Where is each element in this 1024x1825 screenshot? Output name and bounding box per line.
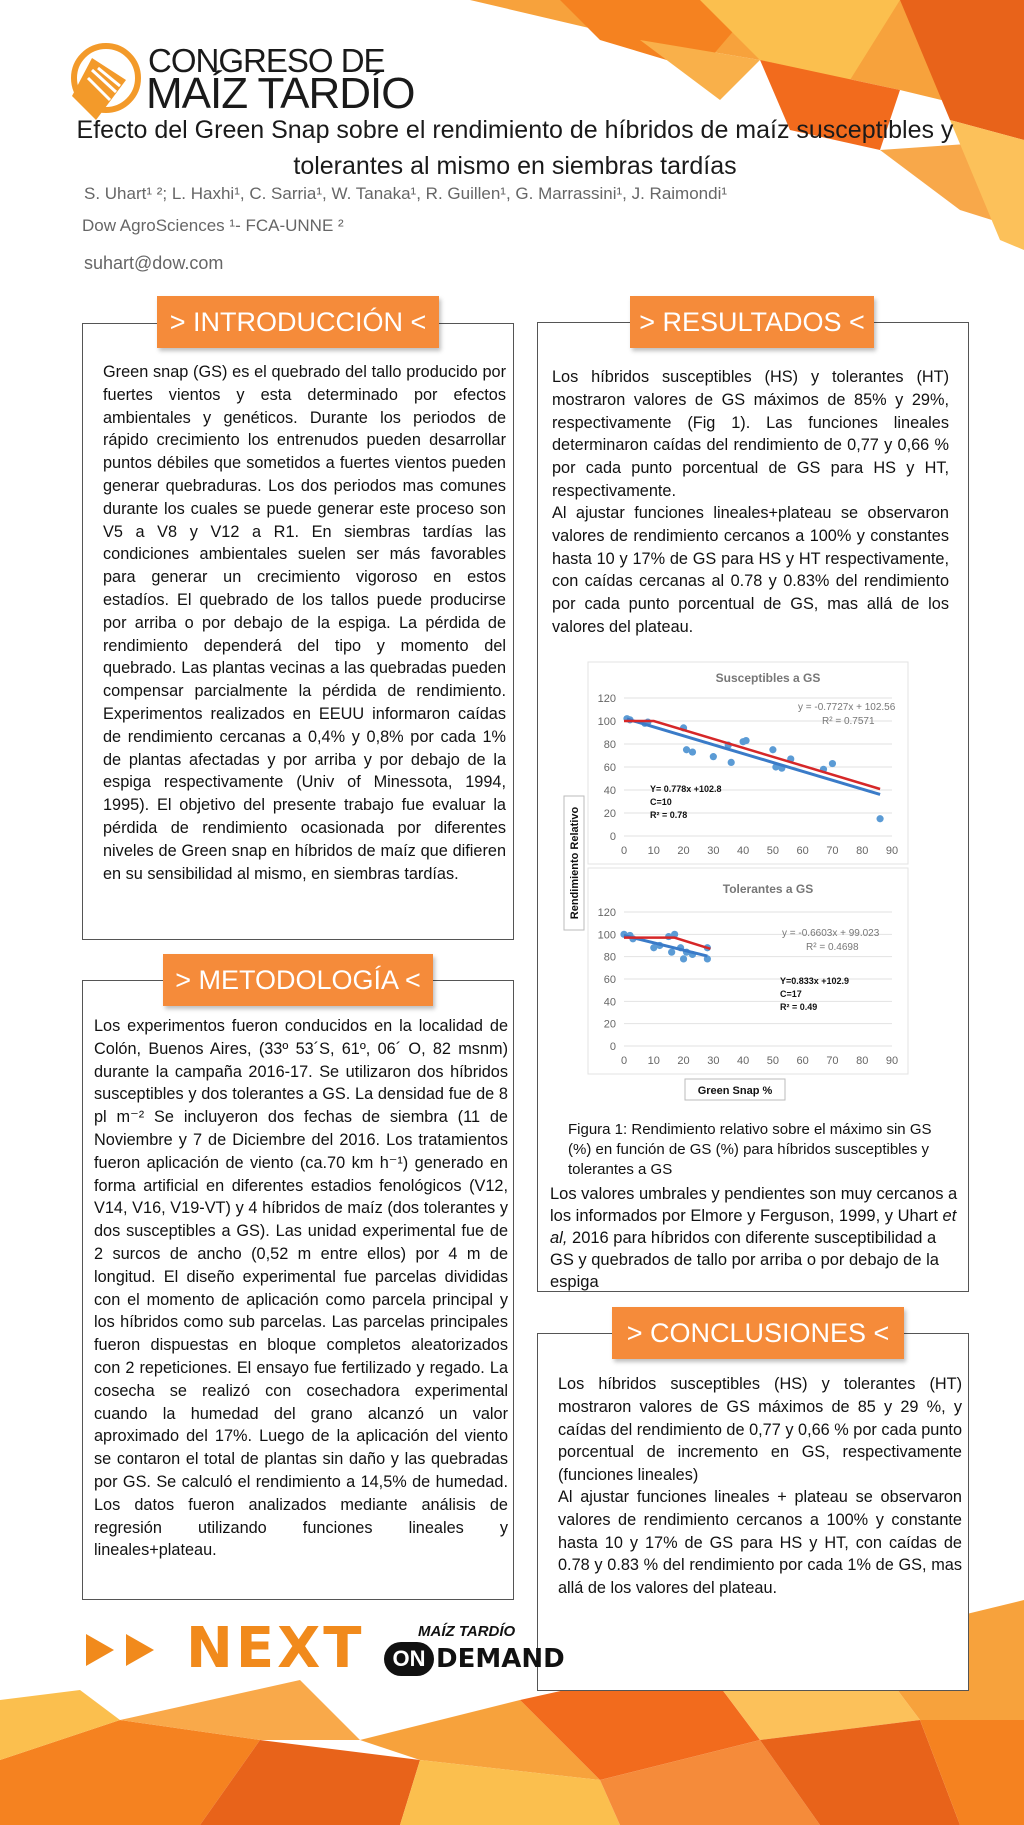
chart-frame-susceptibles xyxy=(588,662,908,864)
plateau-r2: R² = 0.49 xyxy=(780,1002,818,1012)
y-tick-label: 60 xyxy=(603,974,616,986)
x-tick-label: 80 xyxy=(856,845,869,857)
resultados-after-text xyxy=(550,1183,962,1293)
x-tick-label: 60 xyxy=(796,1055,809,1067)
data-point xyxy=(742,737,749,744)
authors: S. Uhart¹ ²; L. Haxhi¹, C. Sarria¹, W. Tanaka¹, R. Guillen¹, G. Marrassini¹, J. Raimondi¹ xyxy=(84,184,728,203)
metodologia-header: > METODOLOGÍA < xyxy=(163,954,433,1006)
y-tick-label: 120 xyxy=(597,693,616,705)
chart-frame-tolerantes xyxy=(588,868,908,1074)
brand-top: MAÍZ TARDÍO xyxy=(418,1623,516,1640)
y-axis-label: Rendimiento Relativo xyxy=(569,806,581,920)
email: suhart@dow.com xyxy=(84,253,224,273)
x-tick-label: 90 xyxy=(885,845,899,857)
data-point xyxy=(689,748,696,755)
chart-title: Tolerantes a GS xyxy=(722,882,814,896)
y-tick-label: 100 xyxy=(597,929,616,942)
resultados-text1: Los híbridos susceptibles (HS) y tolerantes (HT) mostraron valores de GS máximos de 85% y 29%, respectivamente (Fig 1). Las funciones lineales determinaron caídas del rendimiento de 0,77 y 0,66 % por cada punto porcentual de GS para HS y HT, respectivamente. xyxy=(552,368,949,500)
plateau-r2: R² = 0.78 xyxy=(650,810,688,820)
plateau-equation: Y= 0.778x +102.8 xyxy=(650,784,722,794)
y-tick-label: 40 xyxy=(603,785,616,797)
x-tick-label: 50 xyxy=(766,1055,780,1067)
x-tick-label: 10 xyxy=(647,845,660,857)
plateau-threshold: C=10 xyxy=(650,797,672,807)
x-tick-label: 60 xyxy=(796,845,809,857)
logo-line1: CONGRESO DE xyxy=(148,42,385,79)
data-point xyxy=(829,760,836,767)
x-tick-label: 50 xyxy=(766,845,780,857)
y-tick-label: 40 xyxy=(603,996,616,1009)
y-tick-label: 100 xyxy=(597,716,616,728)
x-tick-label: 70 xyxy=(826,1055,839,1067)
plateau-equation: Y=0.833x +102.9 xyxy=(780,976,850,986)
y-tick-label: 0 xyxy=(609,1041,616,1053)
linear-r2: R² = 0.7571 xyxy=(822,716,875,727)
x-tick-label: 30 xyxy=(707,1055,720,1067)
x-tick-label: 0 xyxy=(620,1055,628,1067)
data-point xyxy=(710,753,717,760)
data-point xyxy=(876,815,883,822)
linear-r2: R² = 0.4698 xyxy=(806,942,859,953)
after-post: 2016 para híbridos con diferente susceptibilidad a GS y quebrados de tallo por arriba o por debajo de la espiga xyxy=(550,1229,939,1291)
data-point xyxy=(728,759,735,766)
linear-equation: y = -0.6603x + 99.023 xyxy=(782,928,880,939)
x-tick-label: 0 xyxy=(620,845,628,857)
next-logo: NEXT xyxy=(186,1616,365,1681)
resultados-text2: Al ajustar funciones lineales+plateau se observaron valores de rendimiento cercanos a 100% y constantes hasta 10 y 17% de GS para HS y HT respectivamente, con caídas cercanas al 0.78 y 0.83% del rendimiento por cada punto porcentual de GS, mas allá de los valores del plateau. xyxy=(552,504,949,636)
after-em: et al, xyxy=(550,1207,957,1247)
plateau-threshold: C=17 xyxy=(780,989,802,999)
x-tick-label: 20 xyxy=(677,845,690,857)
brand-demand: DEMAND xyxy=(436,1644,565,1674)
y-tick-label: 80 xyxy=(603,739,616,751)
congress-logo-icon xyxy=(66,40,146,122)
after-pre: Los valores umbrales y pendientes son muy cercanos a los informados por Elmore y Ferguson, 1999, y Uhart xyxy=(550,1185,958,1225)
next-arrows-icon xyxy=(86,1630,166,1670)
conclusiones-text2: Al ajustar funciones lineales + plateau se observaron valores de rendimiento cercanos a 100% y constante hasta 10 y 17% de GS para HS y HT, con caídas de 0.78 y 0.83 % del rendimiento por cada 1% de GS, mas allá de los valores del plateau. xyxy=(558,1488,962,1598)
logo-line2: MAÍZ TARDÍO xyxy=(146,69,415,118)
intro-header: > INTRODUCCIÓN < xyxy=(157,296,439,348)
x-tick-label: 10 xyxy=(647,1055,660,1067)
resultados-header: > RESULTADOS < xyxy=(630,296,874,348)
y-tick-label: 60 xyxy=(603,762,616,774)
x-tick-label: 70 xyxy=(826,845,839,857)
brand-on-badge: ON xyxy=(384,1642,434,1676)
y-tick-label: 0 xyxy=(609,831,616,843)
linear-equation: y = -0.7727x + 102.56 xyxy=(798,702,896,713)
intro-text: Green snap (GS) es el quebrado del tallo producido por fuertes vientos y esta determinado por efectos ambientales y genéticos. Durante los periodos de rápido crecimiento los entrenudos pueden desarrollar puntos débiles que sometidos a fuertes vientos pueden generar quebraduras. Los dos periodos mas comunes durante los cuales se puede generar este proceso son V5 a V8 y V12 a R1. En siembras tardías las condiciones ambientales suelen ser más favorables para generar un crecimiento vigoroso en estos estadíos. El quebrado de los tallos puede producirse por arriba o por debajo de la espiga. La pérdida de rendimiento dependerá del tipo y momento del quebrado. Las plantas vecinas a las quebradas pueden compensar parcialmente la pérdida de rendimiento. Experimentos realizados en EEUU informaron caídas de rendimiento cercanas a 0,4% y 0,8% por cada 1% de plantas afectadas y por arriba y por debajo de la espiga respectivamente (Univ of Minessota, 1994, 1995). El objetivo del presente trabajo fue evaluar la pérdida de rendimiento ocasionada por diferentes niveles de Green snap en híbridos de maíz que difieren en su sensibilidad al mismo, en siembras tardías. xyxy=(103,363,506,883)
y-tick-label: 80 xyxy=(603,951,616,964)
figure-caption: Figura 1: Rendimiento relativo sobre el máximo sin GS (%) en función de GS (%) para híbridos susceptibles y tolerantes a GS xyxy=(568,1121,932,1178)
x-tick-label: 20 xyxy=(677,1055,690,1067)
conclusiones-header: > CONCLUSIONES < xyxy=(612,1307,904,1359)
y-tick-label: 120 xyxy=(597,907,616,919)
x-tick-label: 30 xyxy=(707,845,720,857)
x-tick-label: 80 xyxy=(856,1055,869,1067)
data-point xyxy=(668,949,675,956)
y-tick-label: 20 xyxy=(603,1018,616,1031)
affiliation: Dow AgroSciences ¹- FCA-UNNE ² xyxy=(82,216,344,235)
x-tick-label: 40 xyxy=(736,1055,750,1067)
metodologia-text: Los experimentos fueron conducidos en la localidad de Colón, Buenos Aires, (33º 53´S, 61º, 06´ O, 82 msnm) durante la campaña 2016-17. Se utilizaron dos híbridos susceptibles y dos tolerantes a GS. La densidad fue de 8 pl m⁻² Se incluyeron dos fechas de siembra (11 de Noviembre y 7 de Diciembre del 2016. Los tratamientos fueron aplicación de viento (ca.70 km h⁻¹) generado en forma artificial en diferentes estadios fenológicos (V12, V14, V16, V19-VT) y 4 híbridos de maíz (dos tolerantes y dos susceptibles a GS). Las unidad experimental fue de 2 surcos de ancho (0,52 m entre ellos) por 4 m de longitud. El diseño experimental fue parcelas divididas con el momento de aplicación como parcela principal y los híbridos como sub parcelas. Las parcelas principales fueron dispuestas en bloque completos aleatorizados con 2 repeticiones. El ensayo fue fertilizado y regado. La cosecha se realizó con cosechadora experimental cuando la humedad del grano alcanzó un valor aproximado del 17%. Luego de la aplicación del viento se contaron el total de plantas sin daño y las quebradas por GS. Se calculó el rendimiento a 14,5% de humedad. Los datos fueron analizados mediante análisis de regresión utilizando funciones lineales y lineales+plateau. xyxy=(94,1017,508,1560)
data-point xyxy=(769,746,776,753)
figure-1 xyxy=(560,656,940,1104)
y-tick-label: 20 xyxy=(603,808,616,820)
poster-title: Efecto del Green Snap sobre el rendimiento de híbridos de maíz susceptibles y tolerantes al mismo en siembras tardías xyxy=(76,116,954,180)
x-axis-label: Green Snap % xyxy=(697,1085,773,1097)
data-point xyxy=(680,955,687,962)
x-tick-label: 40 xyxy=(736,845,750,857)
chart-title: Susceptibles a GS xyxy=(715,671,821,685)
conclusiones-text1: Los híbridos susceptibles (HS) y tolerantes (HT) mostraron valores de GS máximos de 85 y 29 %, y caídas del rendimiento de 0,77 y 0,66 % por cada punto porcentual de incremento en GS, respectivamente (funciones lineales) xyxy=(558,1375,962,1485)
x-tick-label: 90 xyxy=(885,1055,899,1067)
